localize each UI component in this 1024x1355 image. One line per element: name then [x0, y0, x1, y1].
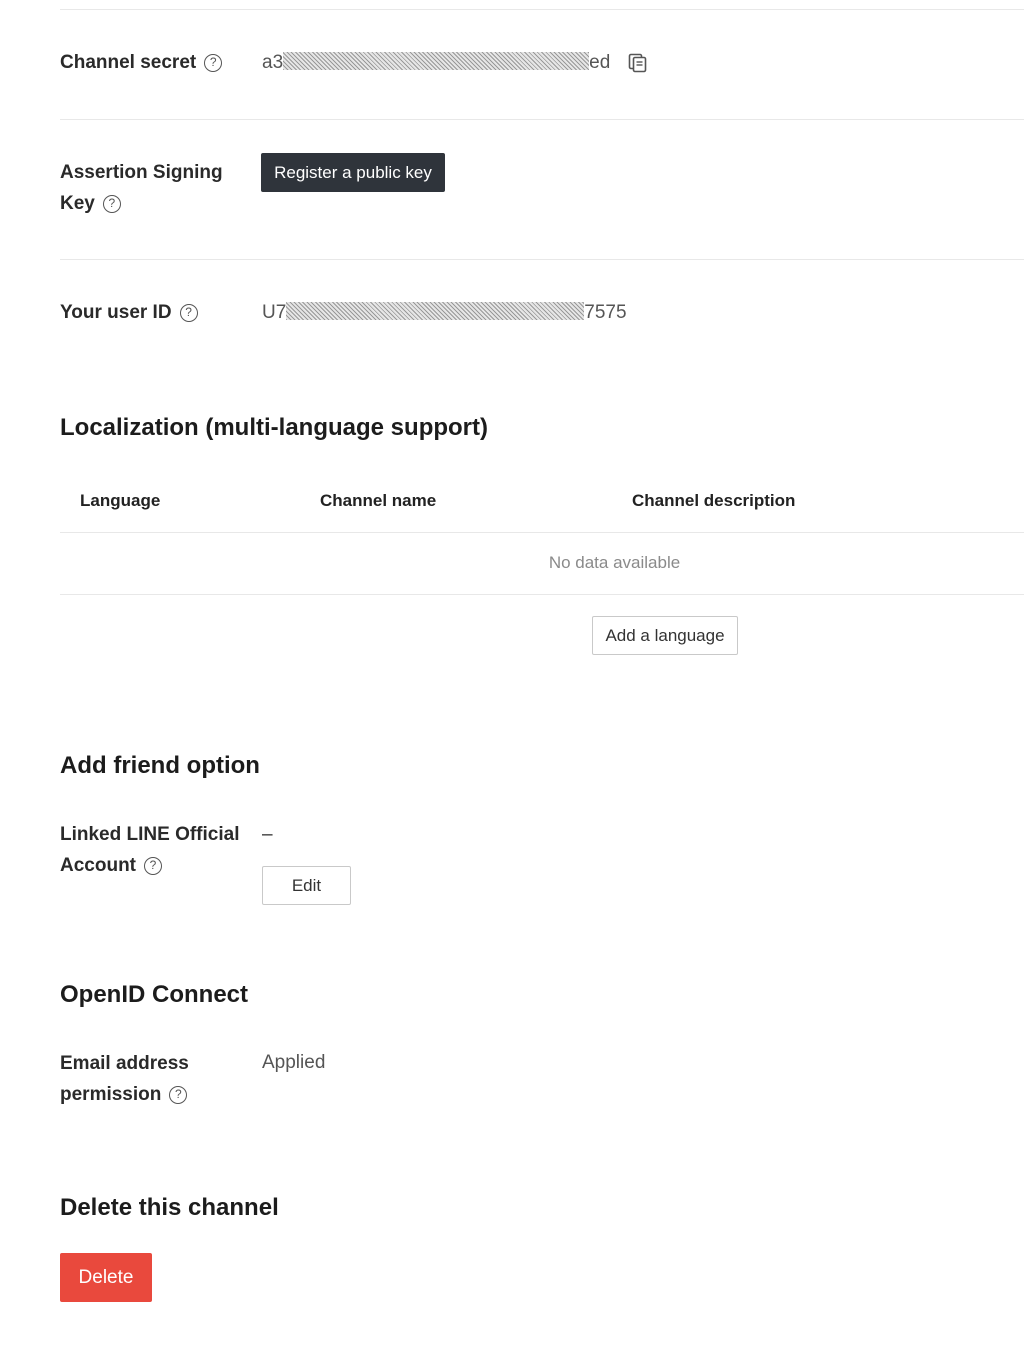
column-header-language[interactable]: Language	[80, 491, 161, 510]
user-id-prefix: U7	[262, 302, 287, 323]
column-header-channel-name[interactable]: Channel name	[320, 491, 437, 510]
edit-button[interactable]: Edit	[262, 866, 351, 905]
add-friend-title: Add friend option	[60, 752, 260, 779]
assertion-label-line2: Key	[60, 193, 95, 214]
email-permission-label-line2: permission	[60, 1084, 162, 1105]
divider-top	[60, 9, 1024, 10]
divider	[60, 259, 1024, 260]
channel-secret-value	[262, 47, 610, 78]
help-icon[interactable]: ?	[103, 195, 121, 213]
email-permission-value: Applied	[262, 1052, 326, 1073]
email-permission-label	[60, 1048, 189, 1110]
register-public-key-button[interactable]: Register a public key	[261, 153, 445, 192]
redacted-mask	[286, 302, 584, 320]
user-id-label-text: Your user ID	[60, 302, 172, 323]
empty-table-message: No data available	[548, 553, 681, 572]
table-header-divider	[60, 532, 1024, 533]
redacted-mask	[283, 52, 589, 70]
help-icon[interactable]: ?	[169, 1086, 187, 1104]
help-icon[interactable]: ?	[204, 54, 222, 72]
channel-secret-suffix: ed	[589, 52, 611, 73]
delete-channel-title: Delete this channel	[60, 1194, 279, 1221]
table-bottom-divider	[60, 594, 1024, 595]
user-id-value	[262, 297, 627, 328]
linked-account-value: –	[262, 824, 273, 845]
email-permission-label-line1: Email address	[60, 1053, 189, 1074]
delete-button[interactable]: Delete	[60, 1253, 152, 1302]
channel-secret-label	[60, 47, 222, 78]
assertion-signing-key-label	[60, 157, 223, 219]
linked-account-label-line2: Account	[60, 855, 136, 876]
channel-secret-prefix: a3	[262, 52, 284, 73]
divider	[60, 119, 1024, 120]
help-icon[interactable]: ?	[180, 304, 198, 322]
user-id-label	[60, 297, 198, 328]
help-icon[interactable]: ?	[144, 857, 162, 875]
openid-title: OpenID Connect	[60, 981, 249, 1008]
assertion-label-line1: Assertion Signing	[60, 162, 223, 183]
add-language-button[interactable]: Add a language	[592, 616, 738, 655]
user-id-suffix: 7575	[584, 302, 627, 323]
localization-title: Localization (multi-language support)	[60, 414, 488, 441]
copy-icon[interactable]	[628, 53, 648, 73]
linked-account-label	[60, 819, 239, 881]
linked-account-label-line1: Linked LINE Official	[60, 824, 240, 845]
column-header-channel-description[interactable]: Channel description	[632, 491, 796, 510]
channel-secret-label-text: Channel secret	[60, 52, 197, 73]
